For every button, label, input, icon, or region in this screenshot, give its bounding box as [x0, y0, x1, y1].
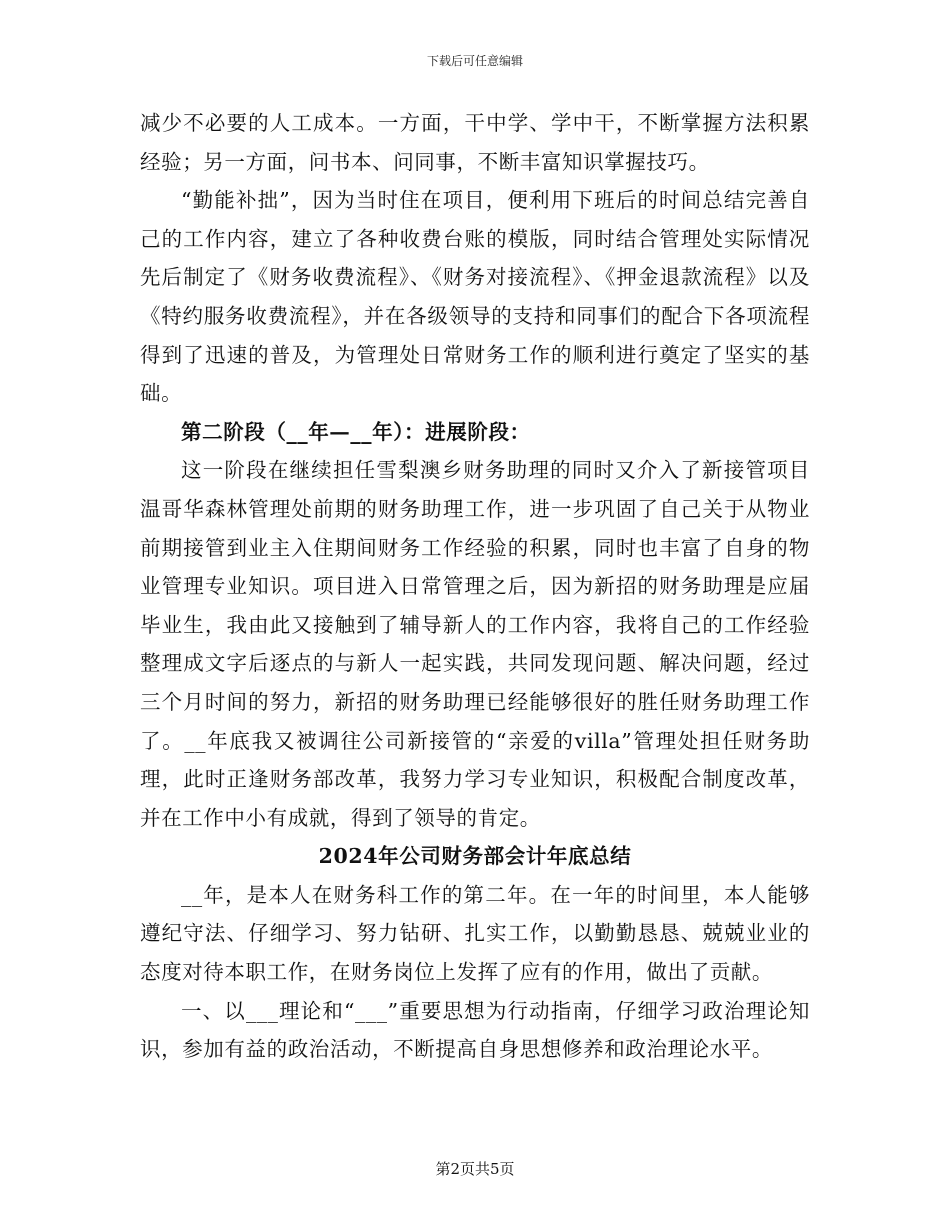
- page-header: 下载后可任意编辑: [426, 54, 523, 68]
- document-title: 2024年公司财务部会计年底总结: [318, 844, 632, 869]
- document-body: [140, 104, 810, 1069]
- section-heading-stage-two: 第二阶段（__年—__年）：进展阶段：: [181, 419, 531, 444]
- paragraph-continuation: 减少不必要的人工成本。一方面，干中学、学中干，不断掌握方法积累经验；另一方面，问书本、问同事，不断丰富知识掌握技巧。: [140, 111, 810, 174]
- paragraph-intro: __年，是本人在财务科工作的第二年。在一年的时间里，本人能够遵纪守法、仔细学习、努力钻研、扎实工作，以勤勤恳恳、兢兢业业的态度对待本职工作，在财务岗位上发挥了应有的作用，做出了贡献。: [140, 882, 810, 985]
- page-footer: 第2页共5页: [435, 1160, 515, 1178]
- paragraph-point-one: 一、以___理论和“___”重要思想为行动指南，仔细学习政治理论知识，参加有益的政治活动，不断提高自身思想修养和政治理论水平。: [140, 998, 810, 1062]
- paragraph-diligence: “勤能补拙”，因为当时住在项目，便利用下班后的时间总结完善自己的工作内容，建立了各种收费台账的模版，同时结合管理处实际情况先后制定了《财务收费流程》、《财务对接流程》、《押金退款流程》以及《特约服务收费流程》，并在各级领导的支持和同事们的配合下各项流程得到了迅速的普及，为管理处日常财务工作的顺利进行奠定了坚实的基础。: [140, 188, 810, 406]
- paragraph-stage-two: 这一阶段在继续担任雪梨澳乡财务助理的同时又介入了新接管项目温哥华森林管理处前期的财务助理工作，进一步巩固了自己关于从物业前期接管到业主入住期间财务工作经验的积累，同时也丰富了自身的物业管理专业知识。项目进入日常管理之后，因为新招的财务助理是应届毕业生，我由此又接触到了辅导新人的工作内容，我将自己的工作经验整理成文字后逐点的与新人一起实践，共同发现问题、解决问题，经过三个月时间的努力，新招的财务助理已经能够很好的胜任财务助理工作了。__年底我又被调往公司新接管的“亲爱的villa”管理处担任财务助理，此时正逢财务部改革，我努力学习专业知识，积极配合制度改革，并在工作中小有成就，得到了领导的肯定。: [140, 458, 810, 830]
